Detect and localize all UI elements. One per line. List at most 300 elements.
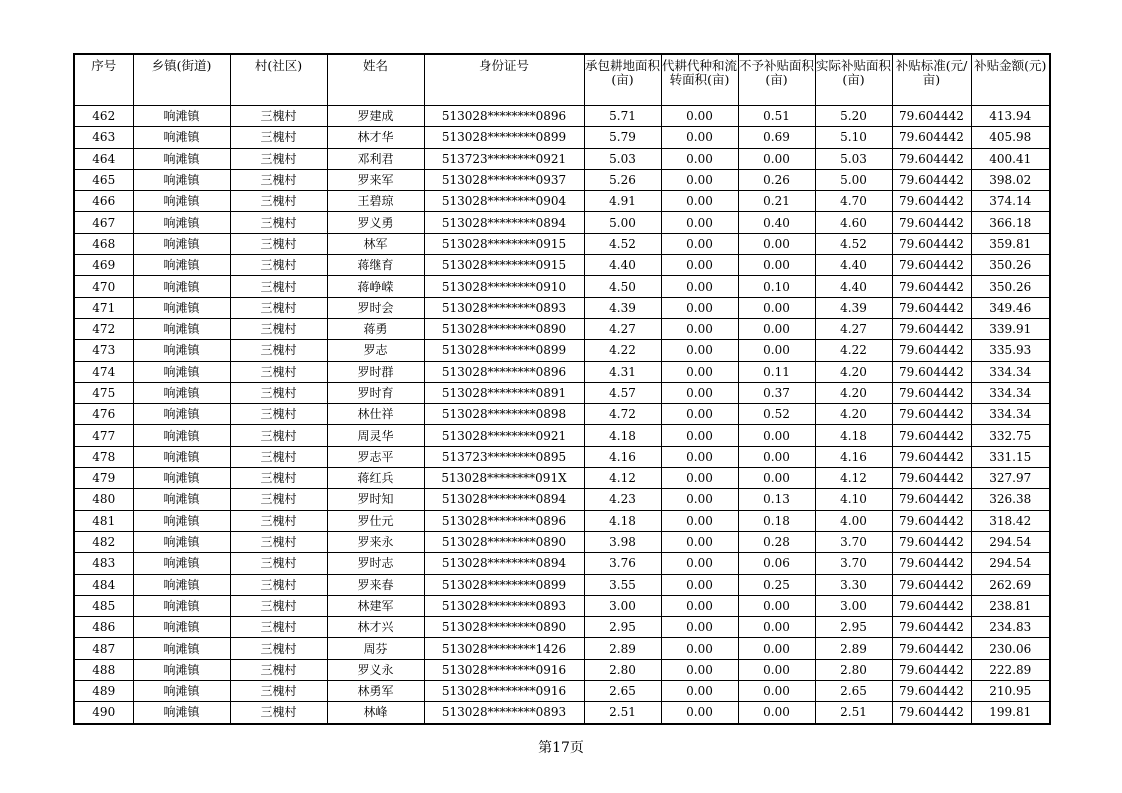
table-cell: 477 bbox=[74, 425, 133, 446]
table-cell: 三槐村 bbox=[230, 382, 327, 403]
table-cell: 0.00 bbox=[661, 425, 738, 446]
table-cell: 0.06 bbox=[738, 553, 815, 574]
table-cell: 0.40 bbox=[738, 212, 815, 233]
table-row bbox=[74, 191, 1050, 212]
table-cell: 罗建成 bbox=[327, 106, 424, 127]
table-cell: 4.52 bbox=[584, 233, 661, 254]
table-cell: 5.20 bbox=[815, 106, 892, 127]
table-cell: 0.00 bbox=[661, 531, 738, 552]
table-row bbox=[74, 361, 1050, 382]
table-cell: 464 bbox=[74, 148, 133, 169]
table-cell: 2.95 bbox=[584, 617, 661, 638]
table-cell: 79.604442 bbox=[892, 446, 971, 467]
table-cell: 响滩镇 bbox=[133, 425, 230, 446]
table-cell: 2.65 bbox=[815, 681, 892, 702]
table-cell: 0.00 bbox=[661, 382, 738, 403]
table-cell: 3.00 bbox=[815, 595, 892, 616]
table-cell: 513028********0899 bbox=[424, 340, 584, 361]
table-cell: 罗时育 bbox=[327, 382, 424, 403]
table-cell: 478 bbox=[74, 446, 133, 467]
table-cell: 0.00 bbox=[661, 255, 738, 276]
table-cell: 3.76 bbox=[584, 553, 661, 574]
table-cell: 5.26 bbox=[584, 169, 661, 190]
table-cell: 三槐村 bbox=[230, 255, 327, 276]
table-cell: 4.16 bbox=[815, 446, 892, 467]
table-cell: 2.80 bbox=[584, 659, 661, 680]
table-cell: 4.50 bbox=[584, 276, 661, 297]
table-cell: 0.00 bbox=[738, 659, 815, 680]
table-cell: 0.13 bbox=[738, 489, 815, 510]
table-cell: 0.00 bbox=[661, 169, 738, 190]
table-cell: 513028********091X bbox=[424, 468, 584, 489]
table-row bbox=[74, 446, 1050, 467]
table-cell: 79.604442 bbox=[892, 595, 971, 616]
table-cell: 0.00 bbox=[661, 191, 738, 212]
table-row bbox=[74, 510, 1050, 531]
table-cell: 0.00 bbox=[738, 425, 815, 446]
table-cell: 5.79 bbox=[584, 127, 661, 148]
table-cell: 485 bbox=[74, 595, 133, 616]
table-cell: 513028********0890 bbox=[424, 318, 584, 339]
table-cell: 463 bbox=[74, 127, 133, 148]
table-cell: 3.70 bbox=[815, 531, 892, 552]
table-cell: 0.00 bbox=[661, 595, 738, 616]
table-cell: 238.81 bbox=[971, 595, 1050, 616]
table-cell: 405.98 bbox=[971, 127, 1050, 148]
table-cell: 79.604442 bbox=[892, 148, 971, 169]
column-header: 身份证号 bbox=[424, 54, 584, 106]
table-cell: 4.10 bbox=[815, 489, 892, 510]
table-cell: 79.604442 bbox=[892, 297, 971, 318]
table-cell: 0.00 bbox=[738, 702, 815, 724]
table-cell: 0.00 bbox=[738, 233, 815, 254]
table-cell: 邓利君 bbox=[327, 148, 424, 169]
table-row bbox=[74, 148, 1050, 169]
table-cell: 0.00 bbox=[738, 638, 815, 659]
table-cell: 513028********0896 bbox=[424, 106, 584, 127]
table-cell: 473 bbox=[74, 340, 133, 361]
table-cell: 5.10 bbox=[815, 127, 892, 148]
table-cell: 513028********0937 bbox=[424, 169, 584, 190]
table-cell: 468 bbox=[74, 233, 133, 254]
table-cell: 467 bbox=[74, 212, 133, 233]
table-cell: 4.12 bbox=[815, 468, 892, 489]
table-cell: 79.604442 bbox=[892, 169, 971, 190]
table-cell: 513028********0915 bbox=[424, 233, 584, 254]
table-cell: 4.52 bbox=[815, 233, 892, 254]
table-cell: 4.20 bbox=[815, 404, 892, 425]
table-cell: 0.00 bbox=[661, 148, 738, 169]
table-cell: 79.604442 bbox=[892, 340, 971, 361]
table-cell: 0.00 bbox=[661, 404, 738, 425]
page-number: 第17页 bbox=[538, 740, 584, 756]
table-cell: 79.604442 bbox=[892, 191, 971, 212]
table-cell: 三槐村 bbox=[230, 468, 327, 489]
table-cell: 三槐村 bbox=[230, 148, 327, 169]
table-cell: 三槐村 bbox=[230, 318, 327, 339]
table-cell: 471 bbox=[74, 297, 133, 318]
table-cell: 327.97 bbox=[971, 468, 1050, 489]
table-cell: 4.72 bbox=[584, 404, 661, 425]
table-cell: 王碧琼 bbox=[327, 191, 424, 212]
table-cell: 0.51 bbox=[738, 106, 815, 127]
table-cell: 0.00 bbox=[738, 446, 815, 467]
table-cell: 三槐村 bbox=[230, 681, 327, 702]
table-cell: 234.83 bbox=[971, 617, 1050, 638]
table-cell: 响滩镇 bbox=[133, 318, 230, 339]
table-cell: 罗来军 bbox=[327, 169, 424, 190]
table-cell: 0.21 bbox=[738, 191, 815, 212]
table-cell: 响滩镇 bbox=[133, 233, 230, 254]
table-cell: 响滩镇 bbox=[133, 489, 230, 510]
table-cell: 周灵华 bbox=[327, 425, 424, 446]
column-header: 姓名 bbox=[327, 54, 424, 106]
table-cell: 罗来永 bbox=[327, 531, 424, 552]
table-cell: 513723********0921 bbox=[424, 148, 584, 169]
table-cell: 林军 bbox=[327, 233, 424, 254]
table-cell: 0.00 bbox=[661, 276, 738, 297]
table-cell: 470 bbox=[74, 276, 133, 297]
table-cell: 79.604442 bbox=[892, 276, 971, 297]
table-cell: 0.18 bbox=[738, 510, 815, 531]
table-cell: 4.27 bbox=[815, 318, 892, 339]
table-cell: 413.94 bbox=[971, 106, 1050, 127]
table-cell: 4.39 bbox=[815, 297, 892, 318]
table-cell: 响滩镇 bbox=[133, 595, 230, 616]
table-cell: 3.70 bbox=[815, 553, 892, 574]
table-cell: 4.20 bbox=[815, 382, 892, 403]
table-row bbox=[74, 297, 1050, 318]
table-cell: 487 bbox=[74, 638, 133, 659]
table-cell: 480 bbox=[74, 489, 133, 510]
table-cell: 罗义永 bbox=[327, 659, 424, 680]
table-cell: 0.26 bbox=[738, 169, 815, 190]
table-cell: 0.00 bbox=[661, 127, 738, 148]
table-cell: 响滩镇 bbox=[133, 659, 230, 680]
table-cell: 481 bbox=[74, 510, 133, 531]
table-cell: 350.26 bbox=[971, 276, 1050, 297]
column-header: 承包耕地面积(亩) bbox=[584, 54, 661, 106]
table-row bbox=[74, 425, 1050, 446]
table-cell: 350.26 bbox=[971, 255, 1050, 276]
table-cell: 474 bbox=[74, 361, 133, 382]
table-row bbox=[74, 574, 1050, 595]
column-header: 代耕代种和流转面积(亩) bbox=[661, 54, 738, 106]
table-cell: 响滩镇 bbox=[133, 404, 230, 425]
table-cell: 三槐村 bbox=[230, 127, 327, 148]
table-cell: 462 bbox=[74, 106, 133, 127]
table-cell: 林峰 bbox=[327, 702, 424, 724]
table-cell: 3.00 bbox=[584, 595, 661, 616]
table-cell: 三槐村 bbox=[230, 638, 327, 659]
table-row bbox=[74, 127, 1050, 148]
table-cell: 513028********0921 bbox=[424, 425, 584, 446]
table-cell: 蒋红兵 bbox=[327, 468, 424, 489]
table-cell: 79.604442 bbox=[892, 553, 971, 574]
table-cell: 513028********0916 bbox=[424, 659, 584, 680]
table-cell: 0.00 bbox=[661, 446, 738, 467]
table-cell: 513028********0916 bbox=[424, 681, 584, 702]
table-cell: 蒋勇 bbox=[327, 318, 424, 339]
table-cell: 513028********0890 bbox=[424, 531, 584, 552]
table-cell: 398.02 bbox=[971, 169, 1050, 190]
table-cell: 210.95 bbox=[971, 681, 1050, 702]
table-row bbox=[74, 318, 1050, 339]
table-cell: 罗时会 bbox=[327, 297, 424, 318]
table-cell: 三槐村 bbox=[230, 425, 327, 446]
table-cell: 332.75 bbox=[971, 425, 1050, 446]
table-row bbox=[74, 531, 1050, 552]
table-cell: 0.37 bbox=[738, 382, 815, 403]
table-cell: 2.51 bbox=[815, 702, 892, 724]
table-row bbox=[74, 595, 1050, 616]
column-header: 序号 bbox=[74, 54, 133, 106]
column-header: 乡镇(街道) bbox=[133, 54, 230, 106]
table-row bbox=[74, 233, 1050, 254]
table-row bbox=[74, 681, 1050, 702]
column-header: 补贴金额(元) bbox=[971, 54, 1050, 106]
table-cell: 0.00 bbox=[738, 148, 815, 169]
table-cell: 0.00 bbox=[661, 340, 738, 361]
table-cell: 5.00 bbox=[584, 212, 661, 233]
table-cell: 3.98 bbox=[584, 531, 661, 552]
table-cell: 0.00 bbox=[661, 297, 738, 318]
table-cell: 0.28 bbox=[738, 531, 815, 552]
table-row bbox=[74, 255, 1050, 276]
table-cell: 4.27 bbox=[584, 318, 661, 339]
table-cell: 0.00 bbox=[661, 510, 738, 531]
table-cell: 513028********0893 bbox=[424, 297, 584, 318]
table-cell: 513028********1426 bbox=[424, 638, 584, 659]
table-cell: 79.604442 bbox=[892, 659, 971, 680]
table-cell: 79.604442 bbox=[892, 531, 971, 552]
table-cell: 响滩镇 bbox=[133, 169, 230, 190]
table-cell: 513028********0915 bbox=[424, 255, 584, 276]
table-cell: 5.00 bbox=[815, 169, 892, 190]
table-cell: 366.18 bbox=[971, 212, 1050, 233]
table-cell: 79.604442 bbox=[892, 233, 971, 254]
column-header: 村(社区) bbox=[230, 54, 327, 106]
table-body bbox=[74, 106, 1050, 724]
table-cell: 4.40 bbox=[815, 255, 892, 276]
table-cell: 513028********0890 bbox=[424, 617, 584, 638]
table-cell: 响滩镇 bbox=[133, 191, 230, 212]
table-cell: 响滩镇 bbox=[133, 127, 230, 148]
table-cell: 400.41 bbox=[971, 148, 1050, 169]
table-cell: 4.22 bbox=[584, 340, 661, 361]
table-cell: 三槐村 bbox=[230, 404, 327, 425]
table-cell: 0.00 bbox=[661, 361, 738, 382]
table-cell: 0.00 bbox=[661, 659, 738, 680]
table-row bbox=[74, 702, 1050, 724]
table-cell: 罗时志 bbox=[327, 553, 424, 574]
table-cell: 蒋继育 bbox=[327, 255, 424, 276]
table-cell: 0.52 bbox=[738, 404, 815, 425]
table-cell: 79.604442 bbox=[892, 425, 971, 446]
table-cell: 334.34 bbox=[971, 361, 1050, 382]
table-cell: 0.00 bbox=[738, 468, 815, 489]
subsidy-table bbox=[73, 53, 1051, 725]
table-cell: 0.00 bbox=[661, 489, 738, 510]
table-cell: 三槐村 bbox=[230, 297, 327, 318]
table-cell: 484 bbox=[74, 574, 133, 595]
table-cell: 响滩镇 bbox=[133, 638, 230, 659]
table-cell: 513028********0896 bbox=[424, 510, 584, 531]
table-cell: 0.00 bbox=[661, 681, 738, 702]
table-cell: 4.23 bbox=[584, 489, 661, 510]
table-cell: 响滩镇 bbox=[133, 382, 230, 403]
table-cell: 4.12 bbox=[584, 468, 661, 489]
table-cell: 230.06 bbox=[971, 638, 1050, 659]
table-cell: 79.604442 bbox=[892, 489, 971, 510]
table-cell: 3.55 bbox=[584, 574, 661, 595]
table-cell: 响滩镇 bbox=[133, 553, 230, 574]
table-cell: 三槐村 bbox=[230, 361, 327, 382]
table-cell: 三槐村 bbox=[230, 233, 327, 254]
table-cell: 466 bbox=[74, 191, 133, 212]
table-cell: 响滩镇 bbox=[133, 297, 230, 318]
table-cell: 林仕祥 bbox=[327, 404, 424, 425]
table-cell: 4.40 bbox=[815, 276, 892, 297]
table-row bbox=[74, 212, 1050, 233]
table-cell: 79.604442 bbox=[892, 702, 971, 724]
table-cell: 262.69 bbox=[971, 574, 1050, 595]
table-cell: 三槐村 bbox=[230, 276, 327, 297]
table-cell: 79.604442 bbox=[892, 638, 971, 659]
table-cell: 79.604442 bbox=[892, 468, 971, 489]
table-cell: 0.69 bbox=[738, 127, 815, 148]
table-cell: 4.18 bbox=[584, 510, 661, 531]
table-row bbox=[74, 276, 1050, 297]
table-cell: 79.604442 bbox=[892, 127, 971, 148]
table-row bbox=[74, 382, 1050, 403]
table-cell: 三槐村 bbox=[230, 489, 327, 510]
table-cell: 349.46 bbox=[971, 297, 1050, 318]
table-cell: 513028********0896 bbox=[424, 361, 584, 382]
table-cell: 响滩镇 bbox=[133, 468, 230, 489]
table-cell: 0.00 bbox=[661, 106, 738, 127]
table-cell: 0.00 bbox=[661, 617, 738, 638]
table-cell: 罗志平 bbox=[327, 446, 424, 467]
table-cell: 513028********0910 bbox=[424, 276, 584, 297]
table-cell: 三槐村 bbox=[230, 510, 327, 531]
table-cell: 罗时群 bbox=[327, 361, 424, 382]
table-cell: 4.22 bbox=[815, 340, 892, 361]
table-cell: 林才华 bbox=[327, 127, 424, 148]
table-cell: 5.03 bbox=[584, 148, 661, 169]
table-row bbox=[74, 489, 1050, 510]
table-cell: 4.31 bbox=[584, 361, 661, 382]
table-row bbox=[74, 659, 1050, 680]
table-cell: 0.00 bbox=[661, 233, 738, 254]
table-cell: 三槐村 bbox=[230, 191, 327, 212]
table-cell: 5.03 bbox=[815, 148, 892, 169]
table-cell: 响滩镇 bbox=[133, 531, 230, 552]
column-header: 补贴标准(元/亩) bbox=[892, 54, 971, 106]
table-cell: 4.39 bbox=[584, 297, 661, 318]
table-cell: 79.604442 bbox=[892, 574, 971, 595]
table-cell: 199.81 bbox=[971, 702, 1050, 724]
table-cell: 79.604442 bbox=[892, 510, 971, 531]
table-cell: 79.604442 bbox=[892, 106, 971, 127]
table-cell: 79.604442 bbox=[892, 255, 971, 276]
table-cell: 三槐村 bbox=[230, 446, 327, 467]
table-cell: 79.604442 bbox=[892, 404, 971, 425]
table-cell: 3.30 bbox=[815, 574, 892, 595]
table-cell: 4.40 bbox=[584, 255, 661, 276]
table-cell: 2.89 bbox=[815, 638, 892, 659]
table-cell: 罗仕元 bbox=[327, 510, 424, 531]
table-cell: 三槐村 bbox=[230, 531, 327, 552]
table-cell: 513723********0895 bbox=[424, 446, 584, 467]
table-cell: 2.65 bbox=[584, 681, 661, 702]
table-cell: 0.00 bbox=[738, 595, 815, 616]
table-cell: 4.57 bbox=[584, 382, 661, 403]
table-cell: 4.91 bbox=[584, 191, 661, 212]
table-cell: 513028********0893 bbox=[424, 595, 584, 616]
table-cell: 294.54 bbox=[971, 531, 1050, 552]
table-cell: 513028********0893 bbox=[424, 702, 584, 724]
table-cell: 三槐村 bbox=[230, 340, 327, 361]
table-cell: 响滩镇 bbox=[133, 276, 230, 297]
table-cell: 周芬 bbox=[327, 638, 424, 659]
table-cell: 罗时知 bbox=[327, 489, 424, 510]
table-cell: 4.60 bbox=[815, 212, 892, 233]
table-cell: 0.00 bbox=[661, 702, 738, 724]
table-cell: 476 bbox=[74, 404, 133, 425]
table-cell: 326.38 bbox=[971, 489, 1050, 510]
table-cell: 513028********0899 bbox=[424, 127, 584, 148]
table-cell: 0.10 bbox=[738, 276, 815, 297]
table-cell: 472 bbox=[74, 318, 133, 339]
table-cell: 罗来春 bbox=[327, 574, 424, 595]
table-cell: 三槐村 bbox=[230, 553, 327, 574]
table-cell: 0.00 bbox=[738, 255, 815, 276]
table-cell: 513028********0891 bbox=[424, 382, 584, 403]
table-header-row bbox=[74, 54, 1050, 106]
table-cell: 0.00 bbox=[661, 212, 738, 233]
table-cell: 334.34 bbox=[971, 382, 1050, 403]
table-cell: 2.51 bbox=[584, 702, 661, 724]
table-cell: 488 bbox=[74, 659, 133, 680]
table-cell: 79.604442 bbox=[892, 361, 971, 382]
table-cell: 0.00 bbox=[661, 318, 738, 339]
table-cell: 0.00 bbox=[738, 318, 815, 339]
table-cell: 响滩镇 bbox=[133, 106, 230, 127]
table-row bbox=[74, 106, 1050, 127]
table-cell: 513028********0898 bbox=[424, 404, 584, 425]
table-cell: 2.80 bbox=[815, 659, 892, 680]
table-row bbox=[74, 617, 1050, 638]
table-cell: 响滩镇 bbox=[133, 574, 230, 595]
table-cell: 335.93 bbox=[971, 340, 1050, 361]
table-cell: 响滩镇 bbox=[133, 255, 230, 276]
table-cell: 罗志 bbox=[327, 340, 424, 361]
table-cell: 339.91 bbox=[971, 318, 1050, 339]
table-cell: 489 bbox=[74, 681, 133, 702]
table-cell: 0.00 bbox=[661, 574, 738, 595]
column-header: 不予补贴面积(亩) bbox=[738, 54, 815, 106]
table-cell: 4.20 bbox=[815, 361, 892, 382]
table-cell: 0.00 bbox=[661, 468, 738, 489]
table-cell: 4.00 bbox=[815, 510, 892, 531]
table-cell: 513028********0899 bbox=[424, 574, 584, 595]
table-cell: 318.42 bbox=[971, 510, 1050, 531]
table-cell: 479 bbox=[74, 468, 133, 489]
table-cell: 响滩镇 bbox=[133, 361, 230, 382]
table-cell: 响滩镇 bbox=[133, 617, 230, 638]
table-cell: 334.34 bbox=[971, 404, 1050, 425]
